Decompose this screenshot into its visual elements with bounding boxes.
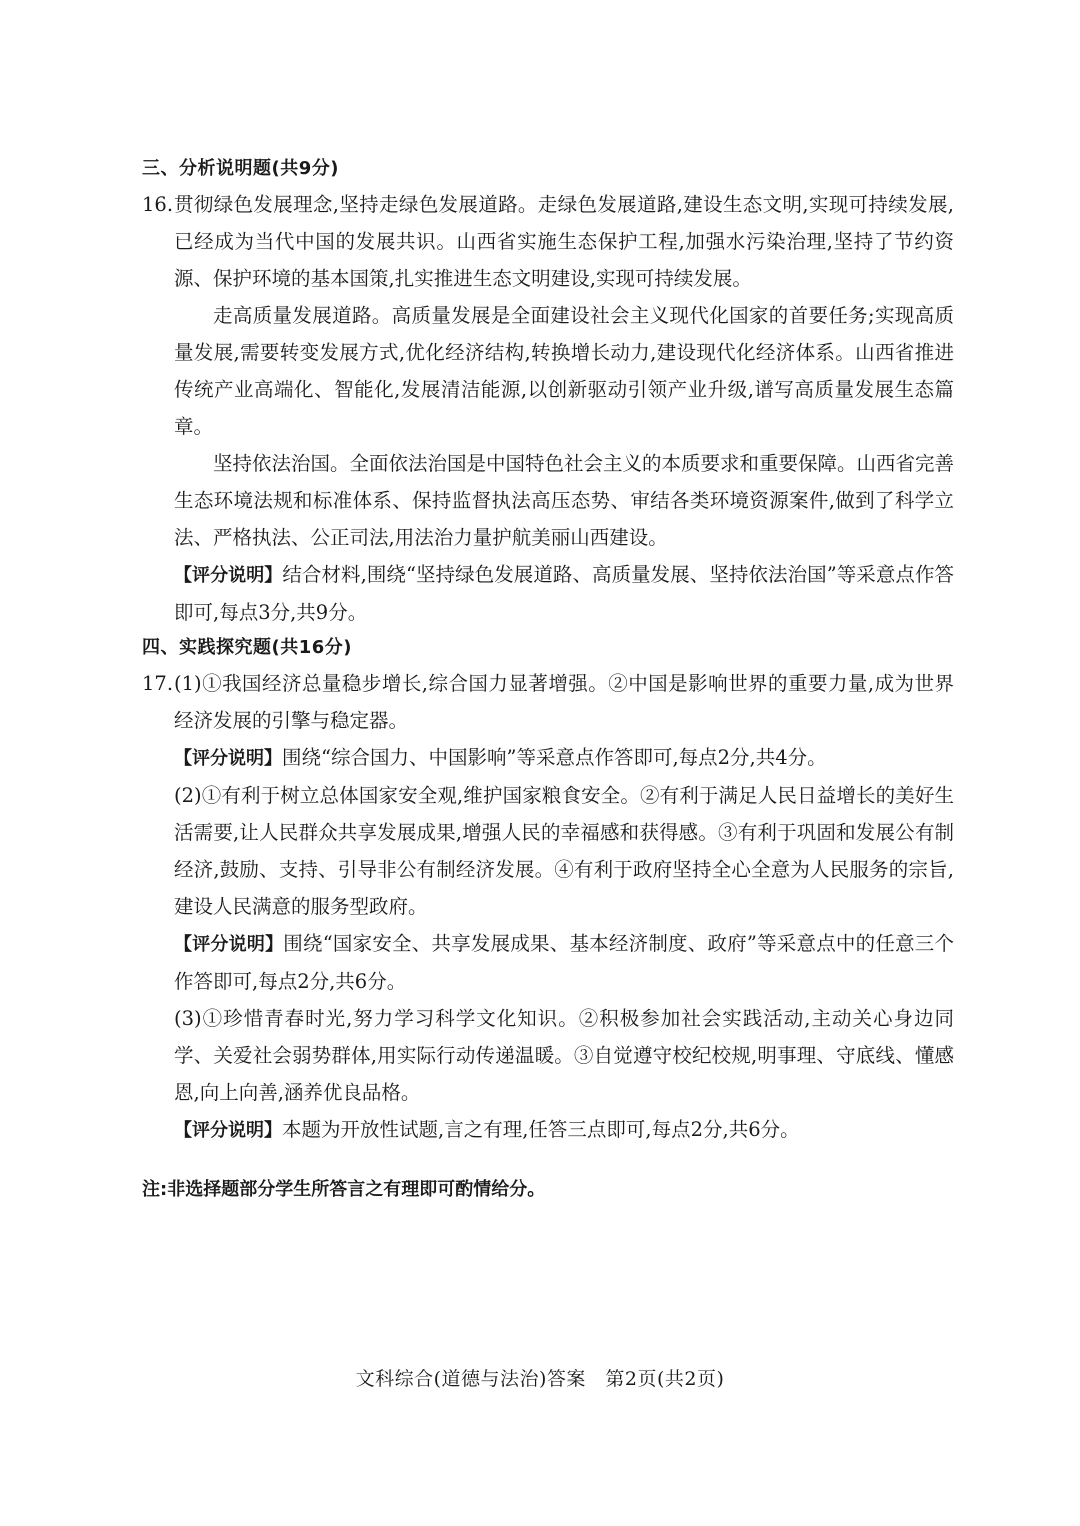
q17-scoring-note-2	[174, 925, 954, 1000]
question-17	[142, 665, 954, 1149]
q16-paragraph-3: 坚持依法治国。全面依法治国是中国特色社会主义的本质要求和重要保障。山西省完善生态环境法规和标准体系、保持监督执法高压态势、审结各类环境资源案件,做到了科学立法、严格执法、公正司法,用法治力量护航美丽山西建设。	[174, 452, 955, 549]
q17-part-2: (2)①有利于树立总体国家安全观,维护国家粮食安全。②有利于满足人民日益增长的美好生活需要,让人民群众共享发展成果,增强人民的幸福感和获得感。③有利于巩固和发展公有制经济,鼓励、支持、引导非公有制经济发展。④有利于政府坚持全心全意为人民服务的宗旨,建设人民满意的服务型政府。	[174, 784, 954, 918]
q16-scoring-note	[174, 556, 954, 631]
scoring-text: 结合材料,围绕“坚持绿色发展道路、高质量发展、坚持依法治国”等采意点作答即可,每点3分,共9分。	[174, 563, 955, 624]
grading-note: 注:非选择题部分学生所答言之有理即可酌情给分。	[142, 1179, 546, 1200]
scoring-tag: 【评分说明】	[174, 565, 283, 586]
q16-paragraph-1: 贯彻绿色发展理念,坚持走绿色发展道路。走绿色发展道路,建设生态文明,实现可持续发展,已经成为当代中国的发展共识。山西省实施生态保护工程,加强水污染治理,坚持了节约资源、保护环境的基本国策,扎实推进生态文明建设,实现可持续发展。	[174, 193, 954, 290]
q17-scoring-note-1	[174, 739, 954, 777]
page-footer: 文科综合(道德与法治)答案 第2页(共2页)	[355, 1368, 725, 1390]
q17-part-3: (3)①珍惜青春时光,努力学习科学文化知识。②积极参加社会实践活动,主动关心身边同学、关爱社会弱势群体,用实际行动传递温暖。③自觉遵守校纪校规,明事理、守底线、懂感恩,向上向善,涵养优良品格。	[174, 1007, 954, 1104]
scoring-tag: 【评分说明】	[174, 934, 284, 955]
section-4-heading: 四、实践探究题(共16分)	[142, 637, 353, 658]
scoring-text: 本题为开放性试题,言之有理,任答三点即可,每点2分,共6分。	[282, 1118, 800, 1141]
answer-page	[142, 152, 954, 1207]
question-16-number: 16.	[142, 193, 174, 216]
q17-scoring-note-3	[174, 1111, 954, 1149]
scoring-text: 围绕“综合国力、中国影响”等采意点作答即可,每点2分,共4分。	[282, 746, 827, 769]
section-3-heading: 三、分析说明题(共9分)	[142, 158, 339, 179]
q17-part-1: (1)①我国经济总量稳步增长,综合国力显著增强。②中国是影响世界的重要力量,成为世界经济发展的引擎与稳定器。	[174, 672, 954, 732]
scoring-tag: 【评分说明】	[174, 1120, 282, 1141]
question-17-number: 17.	[142, 672, 174, 695]
scoring-tag: 【评分说明】	[174, 748, 282, 769]
scoring-text: 围绕“国家安全、共享发展成果、基本经济制度、政府”等采意点中的任意三个作答即可,每点2分,共6分。	[174, 932, 955, 993]
q16-paragraph-2: 走高质量发展道路。高质量发展是全面建设社会主义现代化国家的首要任务;实现高质量发展,需要转变发展方式,优化经济结构,转换增长动力,建设现代化经济体系。山西省推进传统产业高端化、智能化,发展清洁能源,以创新驱动引领产业升级,谱写高质量发展生态篇章。	[174, 304, 954, 438]
question-16	[142, 186, 954, 631]
